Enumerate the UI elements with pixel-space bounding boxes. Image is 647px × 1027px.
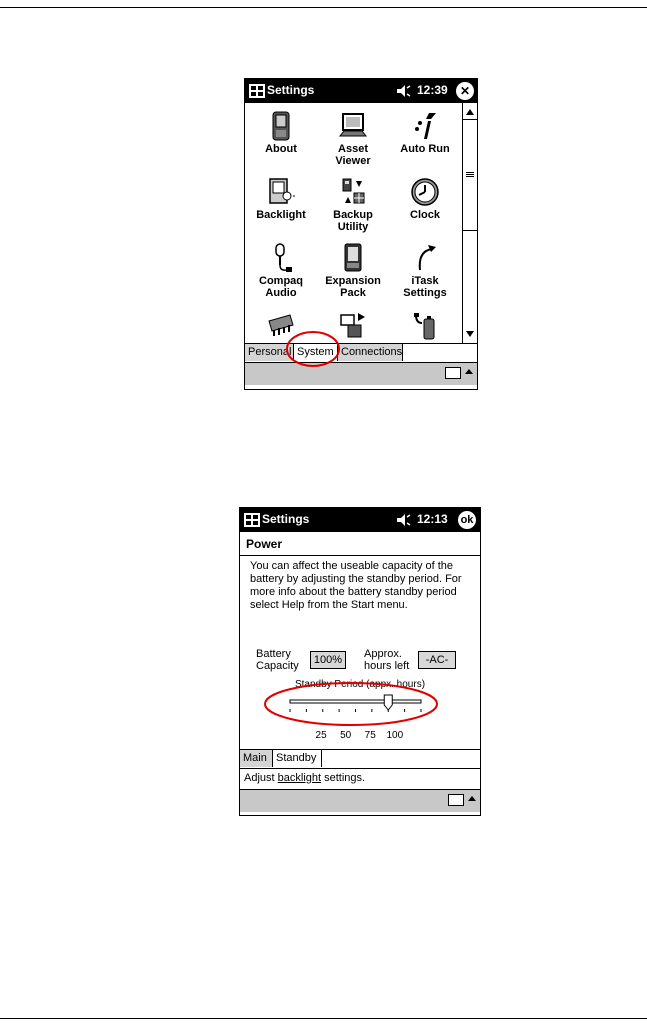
keyboard-icon[interactable]	[445, 367, 461, 379]
battery-capacity-label: Battery Capacity	[256, 648, 299, 672]
expansion-pack-icon	[338, 243, 368, 273]
slider-tick-label: 75	[364, 730, 376, 741]
standby-period-label: Standby Period (appx. hours)	[294, 679, 426, 690]
power-icon	[410, 311, 440, 341]
tab-system[interactable]: System	[294, 344, 338, 361]
hours-left-value: -AC-	[418, 651, 456, 669]
backlight-icon	[266, 177, 296, 207]
footer-prefix: Adjust	[244, 772, 278, 784]
settings-item-auto-run[interactable]	[389, 107, 461, 171]
speaker-icon[interactable]	[395, 512, 411, 528]
settings-item-label: Compaq Audio	[259, 275, 303, 299]
annotation-circle-system	[286, 330, 352, 368]
settings-item-about[interactable]	[245, 107, 317, 171]
clock-time[interactable]: 12:13	[417, 512, 448, 526]
settings-item-compaq-audio[interactable]	[245, 239, 317, 303]
scroll-down-arrow-icon[interactable]	[466, 331, 474, 337]
auto-run-icon	[410, 111, 440, 141]
menu-bar	[240, 789, 480, 812]
tab-connections[interactable]: Connections	[338, 344, 403, 361]
annotation-ellipse-slider	[262, 680, 442, 728]
settings-item-clock[interactable]	[389, 173, 461, 237]
settings-item-asset-viewer[interactable]	[317, 107, 389, 171]
settings-item-label: Backup Utility	[333, 209, 373, 233]
settings-item-power[interactable]	[389, 307, 461, 341]
settings-item-label: Expansion Pack	[325, 275, 381, 299]
compaq-audio-icon	[266, 243, 296, 273]
top-rule	[0, 7, 647, 8]
slider-tick-label: 25	[315, 730, 327, 741]
scroll-up-arrow-icon[interactable]	[466, 109, 474, 115]
page-heading: Power	[246, 537, 283, 551]
ok-button[interactable]: ok	[458, 511, 476, 529]
itask-settings-icon	[410, 243, 440, 273]
windows-start-icon[interactable]	[243, 511, 261, 529]
window-title: Settings	[262, 512, 310, 526]
slider-tick-label: 100	[386, 730, 404, 741]
scroll-thumb[interactable]	[463, 119, 478, 231]
hours-left-label: Approx. hours left	[364, 648, 410, 672]
settings-item-expansion-pack[interactable]	[317, 239, 389, 303]
tab-strip	[245, 343, 477, 362]
power-description: You can affect the useable capacity of the battery by adjusting the standby period. For more info about the battery standby period select Help from the Start menu.	[250, 560, 462, 611]
tab-main[interactable]: Main	[240, 750, 273, 767]
settings-item-label: Asset Viewer	[335, 143, 371, 167]
tab-standby[interactable]: Standby	[273, 750, 322, 767]
windows-start-icon[interactable]	[248, 82, 266, 100]
menu-bar	[245, 362, 477, 385]
input-panel-arrow-icon[interactable]	[465, 369, 473, 374]
keyboard-icon[interactable]	[448, 794, 464, 806]
tab-personal[interactable]: Personal	[245, 344, 294, 361]
input-panel-arrow-icon[interactable]	[468, 796, 476, 801]
backlight-link[interactable]: backlight	[277, 772, 322, 784]
backup-utility-icon	[338, 177, 368, 207]
settings-item-label: About	[265, 143, 297, 155]
title-bar	[245, 79, 477, 103]
vertical-scrollbar[interactable]	[462, 103, 478, 343]
settings-system-screen	[244, 78, 478, 390]
battery-capacity-value: 100%	[310, 651, 346, 669]
settings-item-label: Backlight	[256, 209, 306, 221]
settings-item-backlight[interactable]	[245, 173, 317, 237]
slider-tick-label: 50	[340, 730, 352, 741]
settings-item-itask-settings[interactable]	[389, 239, 461, 303]
settings-item-label: Auto Run	[400, 143, 450, 155]
window-title: Settings	[267, 83, 315, 97]
heading-divider	[240, 555, 480, 556]
clock-time[interactable]: 12:39	[417, 83, 448, 97]
close-button[interactable]: ✕	[456, 82, 474, 100]
settings-power-screen	[239, 507, 481, 816]
settings-item-label: Clock	[410, 209, 440, 221]
settings-item-label: iTask Settings	[403, 275, 447, 299]
about-icon	[268, 111, 294, 141]
bottom-rule	[0, 1018, 647, 1019]
settings-item-backup-utility[interactable]	[317, 173, 389, 237]
title-bar	[240, 508, 480, 532]
clock-icon	[410, 177, 440, 207]
tab-strip	[240, 749, 480, 769]
footer-suffix: settings.	[321, 772, 366, 784]
settings-icon-grid	[245, 103, 462, 343]
asset-viewer-icon	[338, 111, 368, 141]
footer-text	[244, 772, 365, 784]
speaker-icon[interactable]	[395, 83, 411, 99]
